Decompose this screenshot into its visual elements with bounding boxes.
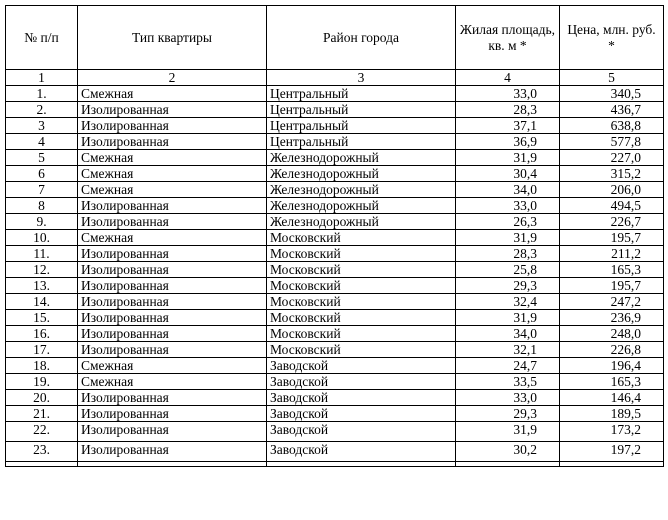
cell-price: 436,7 bbox=[560, 102, 664, 118]
header-row bbox=[6, 6, 664, 70]
header-type: Тип квартиры bbox=[78, 6, 267, 70]
cell-living-area: 32,4 bbox=[456, 294, 560, 310]
cell-district: Московский bbox=[267, 326, 456, 342]
cell-price: 195,7 bbox=[560, 278, 664, 294]
cell-district: Центральный bbox=[267, 102, 456, 118]
cell-apartment-type: Смежная bbox=[78, 374, 267, 390]
column-number: 4 bbox=[456, 70, 560, 86]
table-row bbox=[6, 102, 664, 118]
cell-district: Заводской bbox=[267, 358, 456, 374]
cell-living-area: 26,3 bbox=[456, 214, 560, 230]
cell-apartment-type: Изолированная bbox=[78, 390, 267, 406]
cell-price: 165,3 bbox=[560, 262, 664, 278]
cell-district: Заводской bbox=[267, 390, 456, 406]
cell-apartment-type: Изолированная bbox=[78, 134, 267, 150]
cell-price: 211,2 bbox=[560, 246, 664, 262]
cell-district: Московский bbox=[267, 342, 456, 358]
cell-district: Заводской bbox=[267, 422, 456, 442]
cell-district: Московский bbox=[267, 278, 456, 294]
row-number: 13. bbox=[6, 278, 78, 294]
cell-price: 577,8 bbox=[560, 134, 664, 150]
row-number: 9. bbox=[6, 214, 78, 230]
table-row bbox=[6, 86, 664, 102]
cell-living-area: 31,9 bbox=[456, 310, 560, 326]
cell-apartment-type: Изолированная bbox=[78, 422, 267, 442]
cell-district: Московский bbox=[267, 294, 456, 310]
cell-living-area: 33,0 bbox=[456, 198, 560, 214]
cell-living-area: 25,8 bbox=[456, 262, 560, 278]
table-row bbox=[6, 262, 664, 278]
cell-apartment-type: Смежная bbox=[78, 86, 267, 102]
cell-apartment-type: Изолированная bbox=[78, 294, 267, 310]
empty-cell bbox=[267, 462, 456, 467]
cell-district: Железнодорожный bbox=[267, 198, 456, 214]
table-body bbox=[6, 86, 664, 467]
cell-living-area: 30,2 bbox=[456, 442, 560, 462]
cell-apartment-type: Изолированная bbox=[78, 326, 267, 342]
cell-price: 315,2 bbox=[560, 166, 664, 182]
table-row bbox=[6, 342, 664, 358]
cell-district: Железнодорожный bbox=[267, 214, 456, 230]
cell-living-area: 31,9 bbox=[456, 150, 560, 166]
column-number: 3 bbox=[267, 70, 456, 86]
cell-district: Железнодорожный bbox=[267, 150, 456, 166]
cell-apartment-type: Изолированная bbox=[78, 406, 267, 422]
table-row-partial bbox=[6, 462, 664, 467]
cell-apartment-type: Смежная bbox=[78, 358, 267, 374]
cell-apartment-type: Изолированная bbox=[78, 342, 267, 358]
cell-price: 247,2 bbox=[560, 294, 664, 310]
table-row bbox=[6, 246, 664, 262]
table-row bbox=[6, 358, 664, 374]
cell-price: 189,5 bbox=[560, 406, 664, 422]
cell-living-area: 24,7 bbox=[456, 358, 560, 374]
cell-district: Заводской bbox=[267, 406, 456, 422]
table-row bbox=[6, 134, 664, 150]
row-number: 20. bbox=[6, 390, 78, 406]
row-number: 10. bbox=[6, 230, 78, 246]
table-row bbox=[6, 374, 664, 390]
table-row bbox=[6, 214, 664, 230]
row-number: 19. bbox=[6, 374, 78, 390]
apartments-table bbox=[5, 5, 664, 467]
cell-price: 494,5 bbox=[560, 198, 664, 214]
cell-district: Заводской bbox=[267, 442, 456, 462]
cell-living-area: 31,9 bbox=[456, 230, 560, 246]
cell-district: Московский bbox=[267, 230, 456, 246]
cell-price: 146,4 bbox=[560, 390, 664, 406]
cell-apartment-type: Изолированная bbox=[78, 262, 267, 278]
cell-price: 195,7 bbox=[560, 230, 664, 246]
empty-cell bbox=[78, 462, 267, 467]
cell-apartment-type: Изолированная bbox=[78, 442, 267, 462]
row-number: 2. bbox=[6, 102, 78, 118]
cell-living-area: 28,3 bbox=[456, 102, 560, 118]
header-district: Район города bbox=[267, 6, 456, 70]
cell-living-area: 29,3 bbox=[456, 278, 560, 294]
table-row bbox=[6, 390, 664, 406]
cell-living-area: 32,1 bbox=[456, 342, 560, 358]
table-row bbox=[6, 406, 664, 422]
table-row bbox=[6, 150, 664, 166]
column-number: 5 bbox=[560, 70, 664, 86]
cell-district: Московский bbox=[267, 310, 456, 326]
cell-district: Железнодорожный bbox=[267, 182, 456, 198]
table-row bbox=[6, 422, 664, 442]
cell-price: 227,0 bbox=[560, 150, 664, 166]
cell-price: 236,9 bbox=[560, 310, 664, 326]
cell-apartment-type: Смежная bbox=[78, 182, 267, 198]
column-number: 2 bbox=[78, 70, 267, 86]
row-number: 3 bbox=[6, 118, 78, 134]
cell-price: 248,0 bbox=[560, 326, 664, 342]
row-number: 12. bbox=[6, 262, 78, 278]
cell-price: 226,8 bbox=[560, 342, 664, 358]
cell-living-area: 33,0 bbox=[456, 86, 560, 102]
cell-district: Центральный bbox=[267, 86, 456, 102]
row-number: 5 bbox=[6, 150, 78, 166]
cell-apartment-type: Изолированная bbox=[78, 310, 267, 326]
empty-cell bbox=[456, 462, 560, 467]
cell-living-area: 29,3 bbox=[456, 406, 560, 422]
row-number: 15. bbox=[6, 310, 78, 326]
row-number: 18. bbox=[6, 358, 78, 374]
cell-district: Железнодорожный bbox=[267, 166, 456, 182]
cell-price: 638,8 bbox=[560, 118, 664, 134]
cell-apartment-type: Изолированная bbox=[78, 246, 267, 262]
cell-living-area: 33,5 bbox=[456, 374, 560, 390]
cell-apartment-type: Изолированная bbox=[78, 214, 267, 230]
cell-living-area: 34,0 bbox=[456, 182, 560, 198]
column-number-row bbox=[6, 70, 664, 86]
cell-price: 197,2 bbox=[560, 442, 664, 462]
cell-price: 340,5 bbox=[560, 86, 664, 102]
table-row bbox=[6, 198, 664, 214]
row-number: 4 bbox=[6, 134, 78, 150]
cell-district: Заводской bbox=[267, 374, 456, 390]
cell-district: Московский bbox=[267, 262, 456, 278]
cell-district: Центральный bbox=[267, 118, 456, 134]
table-row bbox=[6, 182, 664, 198]
cell-price: 165,3 bbox=[560, 374, 664, 390]
cell-price: 173,2 bbox=[560, 422, 664, 442]
table-row bbox=[6, 442, 664, 462]
row-number: 16. bbox=[6, 326, 78, 342]
empty-cell bbox=[560, 462, 664, 467]
row-number: 21. bbox=[6, 406, 78, 422]
cell-living-area: 34,0 bbox=[456, 326, 560, 342]
header-num: № п/п bbox=[6, 6, 78, 70]
row-number: 8 bbox=[6, 198, 78, 214]
cell-apartment-type: Изолированная bbox=[78, 102, 267, 118]
row-number: 17. bbox=[6, 342, 78, 358]
cell-apartment-type: Смежная bbox=[78, 230, 267, 246]
empty-cell bbox=[6, 462, 78, 467]
cell-living-area: 36,9 bbox=[456, 134, 560, 150]
cell-district: Московский bbox=[267, 246, 456, 262]
row-number: 14. bbox=[6, 294, 78, 310]
cell-price: 206,0 bbox=[560, 182, 664, 198]
cell-price: 196,4 bbox=[560, 358, 664, 374]
cell-living-area: 37,1 bbox=[456, 118, 560, 134]
row-number: 11. bbox=[6, 246, 78, 262]
cell-apartment-type: Изолированная bbox=[78, 118, 267, 134]
cell-living-area: 33,0 bbox=[456, 390, 560, 406]
row-number: 1. bbox=[6, 86, 78, 102]
cell-apartment-type: Смежная bbox=[78, 150, 267, 166]
table-row bbox=[6, 230, 664, 246]
row-number: 7 bbox=[6, 182, 78, 198]
cell-living-area: 30,4 bbox=[456, 166, 560, 182]
row-number: 23. bbox=[6, 442, 78, 462]
table-row bbox=[6, 294, 664, 310]
table-row bbox=[6, 326, 664, 342]
header-price: Цена, млн. руб. * bbox=[560, 6, 664, 70]
table-row bbox=[6, 118, 664, 134]
cell-living-area: 28,3 bbox=[456, 246, 560, 262]
cell-apartment-type: Изолированная bbox=[78, 278, 267, 294]
cell-living-area: 31,9 bbox=[456, 422, 560, 442]
cell-apartment-type: Изолированная bbox=[78, 198, 267, 214]
row-number: 22. bbox=[6, 422, 78, 442]
row-number: 6 bbox=[6, 166, 78, 182]
table-row bbox=[6, 166, 664, 182]
table-row bbox=[6, 310, 664, 326]
header-area: Жилая площадь, кв. м * bbox=[456, 6, 560, 70]
cell-apartment-type: Смежная bbox=[78, 166, 267, 182]
table-row bbox=[6, 278, 664, 294]
cell-district: Центральный bbox=[267, 134, 456, 150]
column-number: 1 bbox=[6, 70, 78, 86]
cell-price: 226,7 bbox=[560, 214, 664, 230]
